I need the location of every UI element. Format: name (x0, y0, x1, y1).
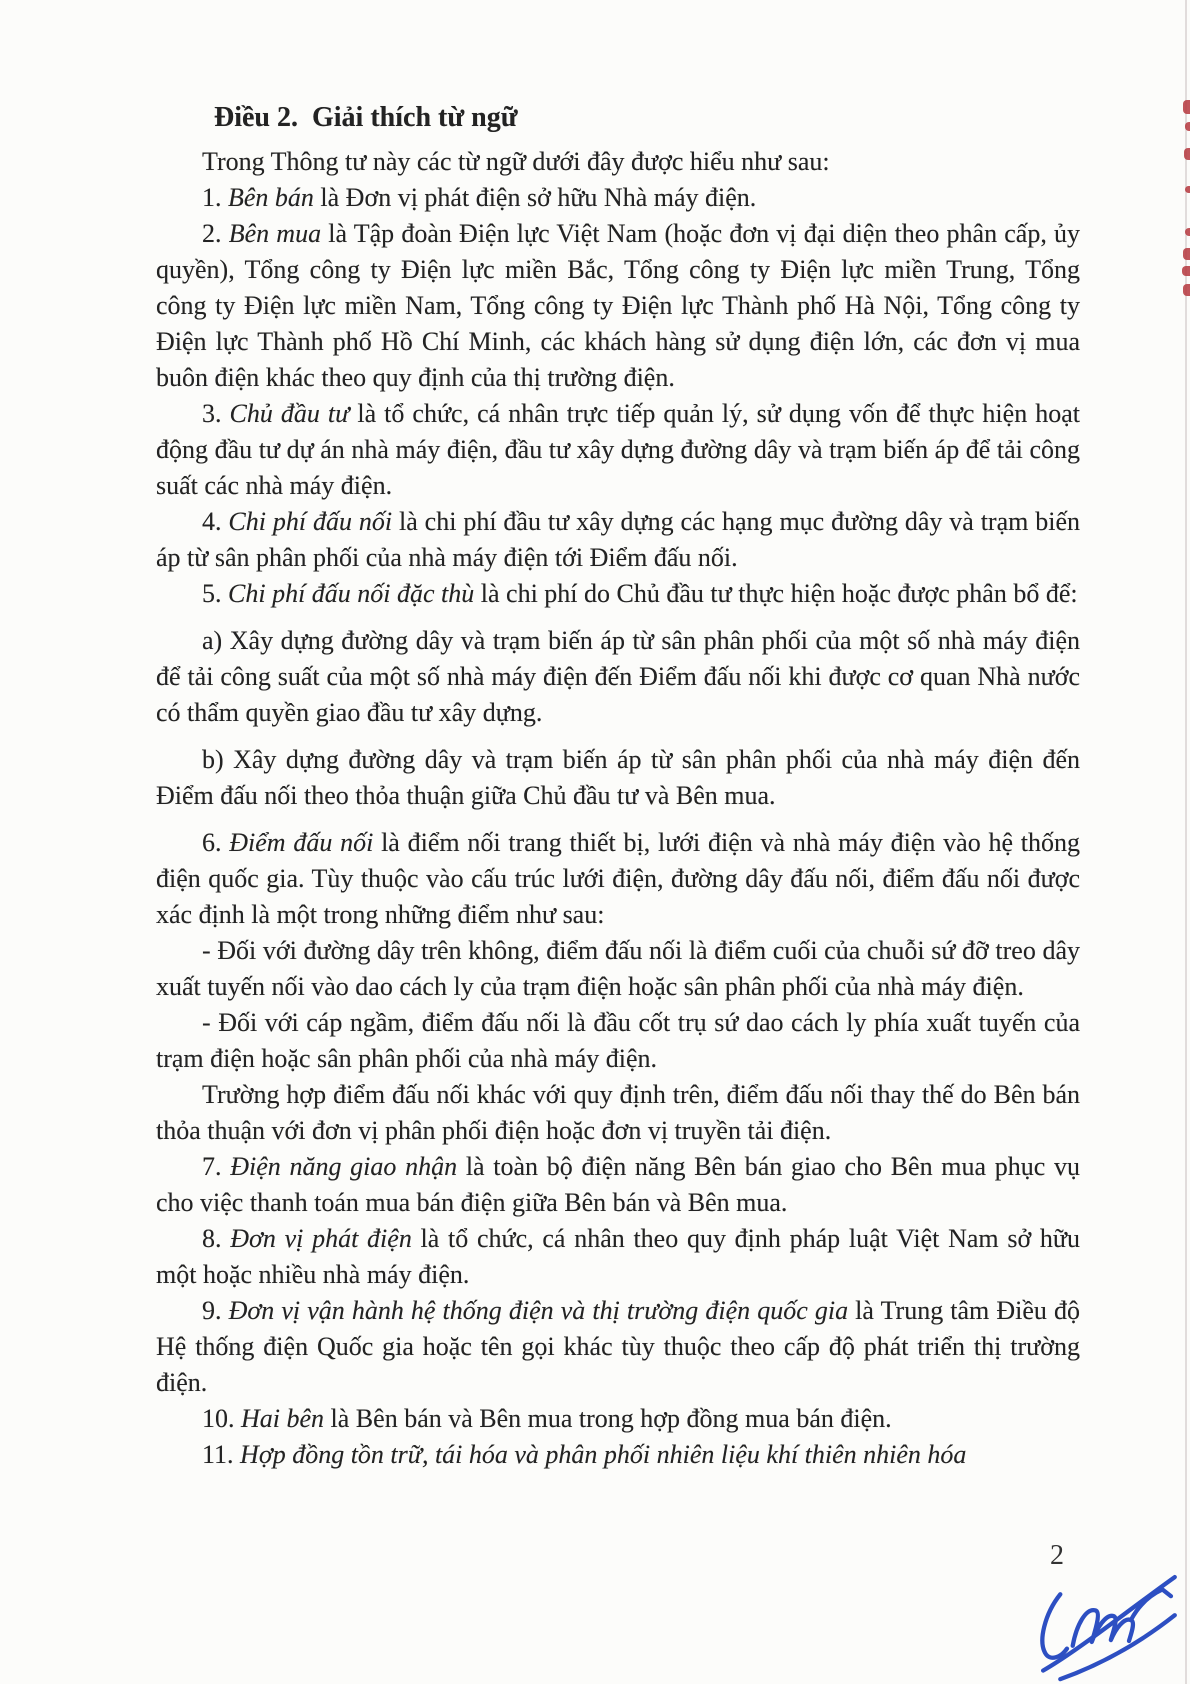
red-edge-mark (1185, 186, 1190, 193)
paragraph-text: là Trung tâm Điều độ Hệ thống điện Quốc gia hoặc tên gọi khác tùy thuộc theo cấp độ phát triển thị trường điện. (156, 1296, 1080, 1397)
paragraph-term: Bên bán (228, 183, 314, 212)
signature-stroke (1042, 1594, 1067, 1657)
paragraph-prefix: 6. (202, 828, 230, 857)
edge-marks (1178, 0, 1190, 1684)
paragraph (156, 1221, 1080, 1293)
paragraph-text: là chi phí đầu tư xây dựng các hạng mục đường dây và trạm biến áp từ sân phân phối của nhà máy điện tới Điểm đấu nối. (156, 507, 1081, 572)
paragraph (156, 1005, 1080, 1077)
paragraph-prefix: 8. (202, 1224, 231, 1253)
paragraph-prefix: b) (202, 745, 234, 774)
paragraph-prefix: 4. (202, 507, 229, 536)
red-edge-mark (1183, 100, 1190, 114)
paragraph (156, 933, 1080, 1005)
red-edge-mark (1183, 284, 1190, 296)
red-edge-mark (1183, 248, 1190, 260)
paragraph (156, 1293, 1080, 1401)
paragraph-term: Bên mua (228, 219, 322, 248)
paragraph-term: Đơn vị phát điện (230, 1224, 412, 1253)
signature (1030, 1558, 1186, 1682)
paragraph-prefix: 5. (202, 579, 228, 608)
paragraph-prefix: - (202, 1008, 219, 1037)
paragraph-prefix: a) (202, 626, 230, 655)
paragraph (156, 1437, 1080, 1473)
paragraph-text: là điểm nối trang thiết bị, lưới điện và nhà máy điện vào hệ thống điện quốc gia. Tùy thuộc vào cấu trúc lưới điện, đường dây đấu nối, điểm đấu nối được xác định là một trong những điểm như sau: (156, 828, 1081, 929)
paragraph-prefix: 2. (202, 219, 229, 248)
paragraph (156, 623, 1080, 731)
paragraph-list (156, 144, 1080, 1473)
paragraph (156, 1401, 1080, 1437)
paragraph (156, 1149, 1080, 1221)
paragraph-term: Chủ đầu tư (229, 399, 350, 428)
paragraph-text: Xây dựng đường dây và trạm biến áp từ sân phân phối của nhà máy điện đến Điểm đấu nối theo thỏa thuận giữa Chủ đầu tư và Bên mua. (156, 745, 1080, 810)
paragraph-text: Trong Thông tư này các từ ngữ dưới đây được hiểu như sau: (202, 147, 830, 176)
paragraph-prefix: 1. (202, 183, 228, 212)
page-number: 2 (1050, 1540, 1064, 1571)
paragraph (156, 825, 1080, 933)
paragraph-term: Chi phí đấu nối (228, 507, 393, 536)
red-edge-mark (1182, 266, 1190, 276)
paragraph (156, 504, 1080, 576)
red-edge-mark (1185, 228, 1190, 236)
paragraph-term: Điểm đấu nối (229, 828, 374, 857)
paragraph-prefix: 7. (202, 1152, 231, 1181)
paragraph-text: Xây dựng đường dây và trạm biến áp từ sân phân phối của một số nhà máy điện để tải công suất của một số nhà máy điện đến Điểm đấu nối khi được cơ quan Nhà nước có thẩm quyền giao đầu tư xây dựng. (156, 626, 1080, 727)
paragraph-text: Đối với đường dây trên không, điểm đấu nối là điểm cuối của chuỗi sứ đỡ treo dây xuất tuyến nối vào dao cách ly của trạm điện hoặc sân phân phối của nhà máy điện. (156, 936, 1080, 1001)
paragraph (156, 144, 1080, 180)
paragraph-text: là tổ chức, cá nhân theo quy định pháp luật Việt Nam sở hữu một hoặc nhiều nhà máy điện. (156, 1224, 1081, 1289)
paragraph-text: là Tập đoàn Điện lực Việt Nam (hoặc đơn vị đại diện theo phân cấp, ủy quyền), Tổng công ty Điện lực miền Bắc, Tổng công ty Điện lực miền Trung, Tổng công ty Điện lực miền Nam, Tổng công ty Điện lực Thành phố Hà Nội, Tổng công ty Điện lực Thành phố Hồ Chí Minh, các khách hàng sử dụng điện lớn, các đơn vị mua buôn điện khác theo quy định của thị trường điện. (156, 219, 1081, 392)
paragraph-text: là chi phí do Chủ đầu tư thực hiện hoặc được phân bổ để: (474, 579, 1078, 608)
paragraph-term: Hai bên (241, 1404, 325, 1433)
paragraph-text: là Đơn vị phát điện sở hữu Nhà máy điện. (313, 183, 757, 212)
paragraph (156, 576, 1080, 612)
paragraph-term: Điện năng giao nhận (230, 1152, 458, 1181)
paragraph-prefix: 11. (202, 1440, 241, 1469)
red-edge-mark (1185, 122, 1190, 131)
paragraph (156, 742, 1080, 814)
paragraph-text: Trường hợp điểm đấu nối khác với quy định trên, điểm đấu nối thay thế do Bên bán thỏa thuận với đơn vị phân phối điện hoặc đơn vị truyền tải điện. (156, 1080, 1080, 1145)
paragraph (156, 216, 1080, 396)
paragraph-prefix: 3. (202, 399, 230, 428)
paragraph-prefix: 10. (202, 1404, 241, 1433)
paragraph-term: Chi phí đấu nối đặc thù (228, 579, 475, 608)
paragraph-text: là toàn bộ điện năng Bên bán giao cho Bên mua phục vụ cho việc thanh toán mua bán điện giữa Bên bán và Bên mua. (156, 1152, 1081, 1217)
document-body (156, 100, 1080, 1473)
paragraph (156, 396, 1080, 504)
article-heading: Điều 2. Giải thích từ ngữ (214, 102, 518, 133)
paragraph-term: Hợp đồng tồn trữ, tái hóa và phân phối nhiên liệu khí thiên nhiên hóa (240, 1440, 967, 1469)
paragraph-term: Đơn vị vận hành hệ thống điện và thị trường điện quốc gia (228, 1296, 849, 1325)
paragraph-text: là tổ chức, cá nhân trực tiếp quản lý, sử dụng vốn để thực hiện hoạt động đầu tư dự án nhà máy điện, đầu tư xây dựng đường dây và trạm biến áp để tải công suất các nhà máy điện. (156, 399, 1080, 500)
paragraph (156, 180, 1080, 216)
paragraph-prefix: 9. (202, 1296, 229, 1325)
paragraph-text: Đối với cáp ngầm, điểm đấu nối là đầu cốt trụ sứ dao cách ly phía xuất tuyến của trạm điện hoặc sân phân phối của nhà máy điện. (156, 1008, 1080, 1073)
paragraph-prefix: - (202, 936, 218, 965)
red-edge-mark (1184, 148, 1190, 160)
paragraph (156, 1077, 1080, 1149)
paragraph-text: là Bên bán và Bên mua trong hợp đồng mua bán điện. (324, 1404, 892, 1433)
